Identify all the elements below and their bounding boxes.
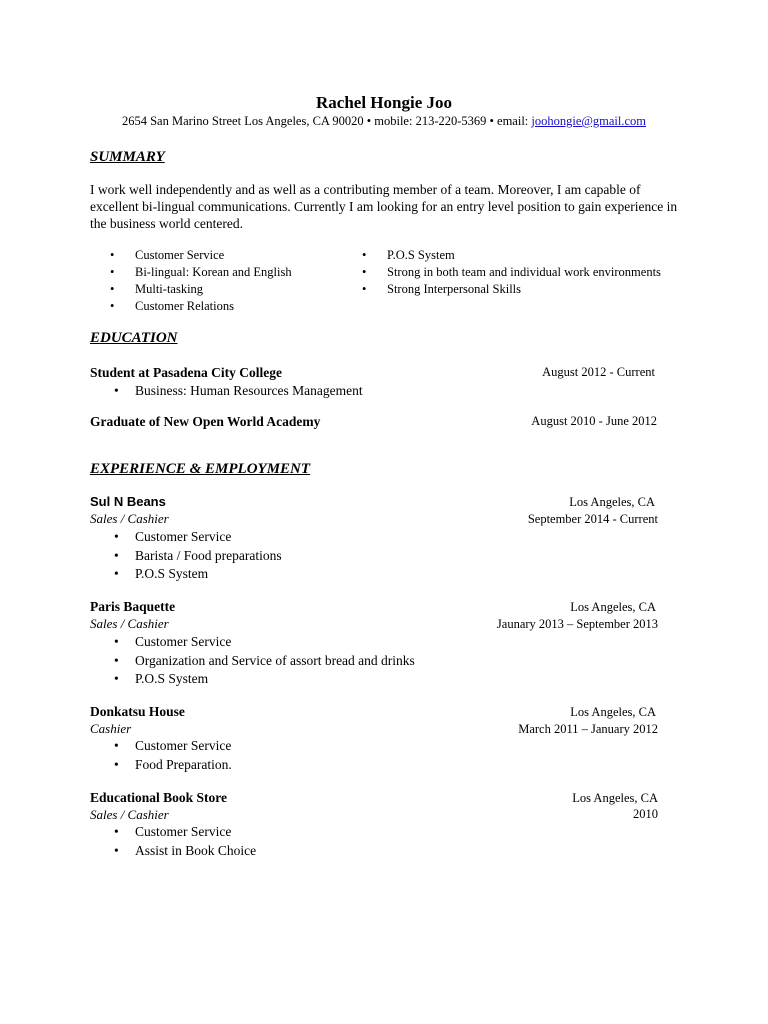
job-bullets — [90, 823, 256, 860]
skill-item: • Multi-tasking — [110, 281, 292, 298]
education-bullets — [90, 382, 363, 401]
job-location: Los Angeles, CA — [570, 705, 656, 719]
job-role: Sales / Cashier — [90, 616, 169, 631]
job-entry — [90, 494, 658, 528]
job-location: Los Angeles, CA — [570, 600, 656, 614]
employer-name: Donkatsu House — [90, 704, 185, 719]
job-bullets — [90, 528, 282, 584]
education-entry — [90, 414, 658, 432]
job-location: Los Angeles, CA — [572, 791, 658, 805]
employer-name: Educational Book Store — [90, 790, 228, 805]
job-bullets — [90, 633, 415, 689]
education-dates: August 2012 - Current — [542, 365, 655, 379]
candidate-name: Rachel Hongie Joo — [316, 93, 452, 112]
list-item: • Barista / Food preparations — [90, 547, 282, 566]
job-bullets — [90, 737, 232, 774]
skill-item: • Strong in both team and individual work environments — [362, 264, 661, 281]
list-item: • Organization and Service of assort bread and drinks — [90, 652, 415, 671]
employer-name: Paris Baquette — [90, 599, 176, 614]
summary-text: I work well independently and as well as a contributing member of a team. Moreover, I am capable of excellent bi-lingual communications. Currently I am looking for an entry level position to gain experience in the business world centered. — [90, 182, 678, 231]
list-item: • Customer Service — [90, 737, 232, 756]
school-name: Student at Pasadena City College — [90, 365, 282, 380]
skill-item: • Strong Interpersonal Skills — [362, 281, 661, 298]
job-role: Cashier — [90, 721, 132, 736]
list-item: • Business: Human Resources Management — [90, 382, 363, 401]
job-role: Sales / Cashier — [90, 807, 169, 822]
job-location: Los Angeles, CA — [569, 495, 655, 509]
job-dates: March 2011 – January 2012 — [518, 722, 658, 736]
list-item: • Customer Service — [90, 633, 415, 652]
skill-item: • P.O.S System — [362, 247, 661, 264]
job-entry — [90, 704, 658, 738]
summary-heading: SUMMARY — [90, 149, 165, 165]
list-item: • P.O.S System — [90, 670, 415, 689]
contact-details: 2654 San Marino Street Los Angeles, CA 90020 • mobile: 213-220-5369 • email: — [121, 114, 532, 128]
employer-name: Sul N Beans — [90, 494, 166, 509]
job-dates: Jaunary 2013 – September 2013 — [496, 617, 658, 631]
education-heading: EDUCATION — [90, 330, 178, 346]
list-item: • Customer Service — [90, 823, 256, 842]
skills-right-column — [362, 247, 661, 298]
list-item: • Customer Service — [90, 528, 282, 547]
skill-item: • Customer Relations — [110, 298, 292, 315]
skill-item: • Customer Service — [110, 247, 292, 264]
job-entry — [90, 790, 658, 824]
list-item: • P.O.S System — [90, 565, 282, 584]
education-entry — [90, 365, 658, 383]
skills-left-column — [110, 247, 292, 315]
email-link[interactable]: joohongie@gmail.com — [531, 114, 647, 128]
school-name: Graduate of New Open World Academy — [90, 414, 321, 429]
skill-item: • Bi-lingual: Korean and English — [110, 264, 292, 281]
contact-line — [0, 114, 768, 129]
list-item: • Assist in Book Choice — [90, 842, 256, 861]
job-entry — [90, 599, 658, 633]
education-dates: August 2010 - June 2012 — [531, 414, 657, 428]
job-dates: 2010 — [633, 807, 658, 821]
job-role: Sales / Cashier — [90, 511, 169, 526]
experience-heading: EXPERIENCE & EMPLOYMENT — [90, 461, 311, 477]
list-item: • Food Preparation. — [90, 756, 232, 775]
job-dates: September 2014 - Current — [527, 512, 658, 526]
